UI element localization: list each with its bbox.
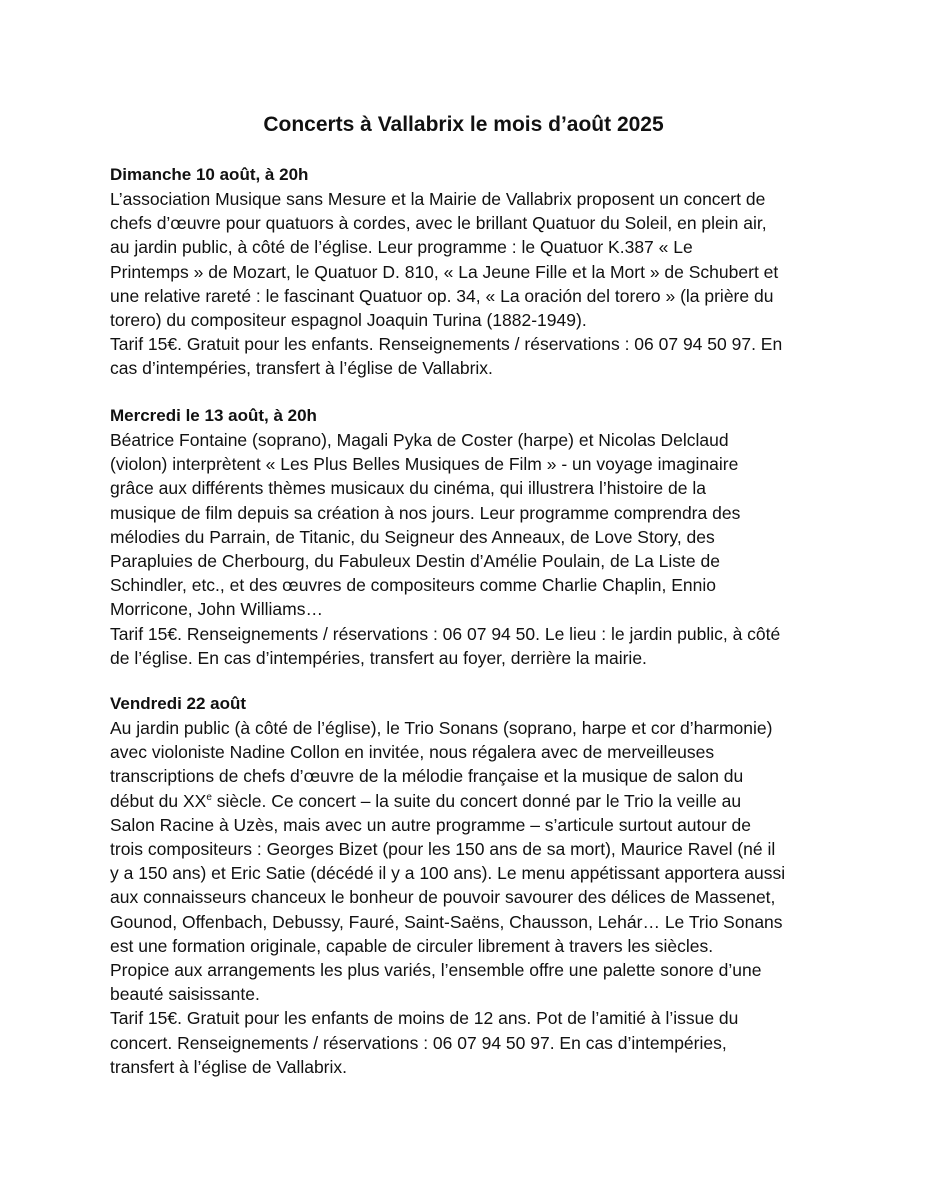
text-line: au jardin public, à côté de l’église. Leur programme : le Quatuor K.387 « Le [110, 237, 693, 258]
text-line: Tarif 15€. Gratuit pour les enfants de moins de 12 ans. Pot de l’amitié à l’issue du [110, 1008, 739, 1029]
text-line: transfert à l’église de Vallabrix. [110, 1056, 348, 1077]
concert-section-2 [110, 404, 830, 670]
text-segment: siècle. Ce concert – la suite du concert donné par le Trio la veille au [211, 790, 742, 811]
text-line: y a 150 ans) et Eric Satie (décédé il y a 100 ans). Le menu appétissant apportera aussi [110, 863, 786, 884]
text-line: Propice aux arrangements les plus variés, l’ensemble offre une palette sonore d’une [110, 960, 762, 981]
text-line: L’association Musique sans Mesure et la Mairie de Vallabrix proposent un concert de [110, 189, 766, 209]
text-line: Salon Racine à Uzès, mais avec un autre programme – s’articule surtout autour de [110, 814, 752, 835]
superscript: e [206, 791, 212, 803]
text-line: Béatrice Fontaine (soprano), Magali Pyka de Coster (harpe) et Nicolas Delclaud [110, 430, 729, 450]
text-line: Printemps » de Mozart, le Quatuor D. 810, « La Jeune Fille et la Mort » de Schubert et [110, 261, 779, 282]
text-line: Gounod, Offenbach, Debussy, Fauré, Saint-Saëns, Chausson, Lehár… Le Trio Sonans [110, 911, 783, 932]
text-line: Tarif 15€. Gratuit pour les enfants. Renseignements / réservations : 06 07 94 50 97. En [110, 334, 783, 355]
text-line: est une formation originale, capable de circuler librement à travers les siècles. [110, 935, 714, 956]
text-line: une relative rareté : le fascinant Quatuor op. 34, « La oración del torero » (la prière du [110, 285, 774, 306]
text-line: musique de film depuis sa création à nos jours. Leur programme comprendra des [110, 502, 741, 523]
section-heading: Mercredi le 13 août, à 20h [110, 406, 317, 425]
text-line: Parapluies de Cherbourg, du Fabuleux Destin d’Amélie Poulain, de La Liste de [110, 551, 720, 572]
concert-section-1 [110, 163, 830, 381]
text-line: trois compositeurs : Georges Bizet (pour les 150 ans de sa mort), Maurice Ravel (né il [110, 839, 776, 860]
text-line: concert. Renseignements / réservations : 06 07 94 50 97. En cas d’intempéries, [110, 1032, 727, 1053]
text-line [110, 789, 830, 813]
text-line: grâce aux différents thèmes musicaux du cinéma, qui illustrera l’histoire de la [110, 478, 706, 499]
text-line: torero) du compositeur espagnol Joaquin Turina (1882-1949). [110, 310, 587, 331]
text-line: de l’église. En cas d’intempéries, transfert au foyer, derrière la mairie. [110, 647, 647, 668]
text-line: Morricone, John Williams… [110, 599, 323, 620]
page-title: Concerts à Vallabrix le mois d’août 2025 [263, 113, 664, 136]
text-line: aux connaisseurs chanceux le bonheur de pouvoir savourer des délices de Massenet, [110, 887, 776, 908]
text-line: Schindler, etc., et des œuvres de compositeurs comme Charlie Chaplin, Ennio [110, 575, 716, 596]
section-heading: Vendredi 22 août [110, 694, 247, 713]
text-line: Tarif 15€. Renseignements / réservations : 06 07 94 50. Le lieu : le jardin public, à côté [110, 623, 781, 644]
text-line: Au jardin public (à côté de l’église), le Trio Sonans (soprano, harpe et cor d’harmonie) [110, 718, 773, 738]
text-segment: début du XX [110, 790, 207, 811]
text-line: chefs d’œuvre pour quatuors à cordes, avec le brillant Quatuor du Soleil, en plein air, [110, 213, 767, 234]
section-heading: Dimanche 10 août, à 20h [110, 165, 309, 184]
text-line: cas d’intempéries, transfert à l’église de Vallabrix. [110, 358, 493, 379]
text-line: (violon) interprètent « Les Plus Belles Musiques de Film » - un voyage imaginaire [110, 454, 739, 475]
text-line: transcriptions de chefs d’œuvre de la mélodie française et la musique de salon du [110, 766, 744, 787]
text-line: beauté saisissante. [110, 984, 260, 1005]
concert-section-3 [110, 692, 830, 1079]
text-line: mélodies du Parrain, de Titanic, du Seigneur des Anneaux, de Love Story, des [110, 526, 715, 547]
text-line: avec violoniste Nadine Collon en invitée, nous régalera avec de merveilleuses [110, 742, 715, 763]
